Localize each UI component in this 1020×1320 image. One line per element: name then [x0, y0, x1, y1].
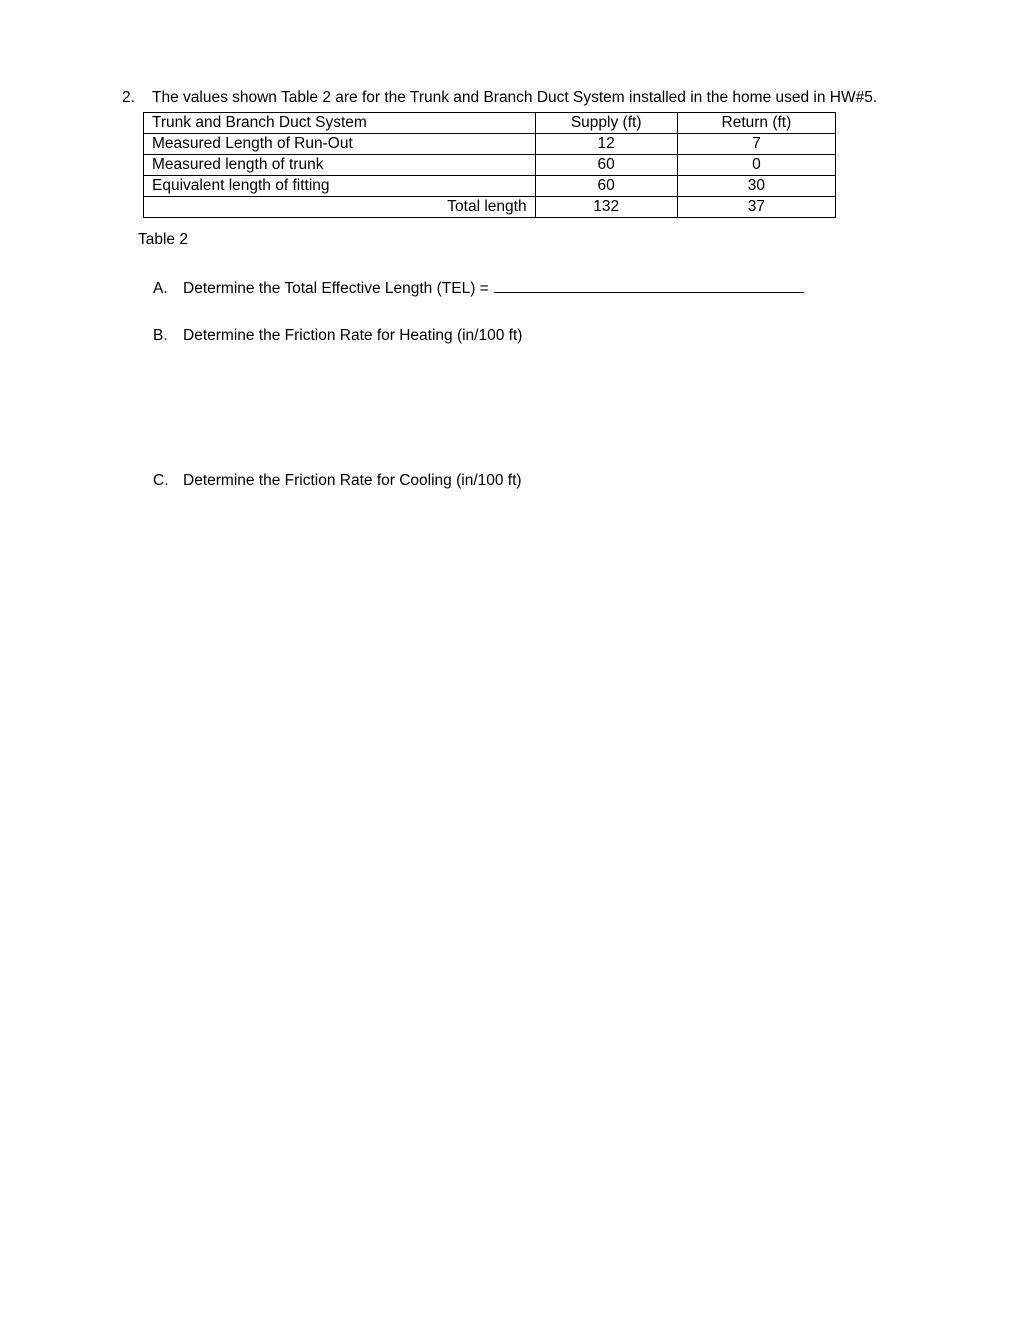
table-row [144, 155, 836, 176]
total-supply: 132 [535, 197, 677, 218]
header-supply: Supply (ft) [535, 113, 677, 134]
row-return: 30 [677, 176, 835, 197]
row-supply: 12 [535, 134, 677, 155]
table-row [144, 176, 836, 197]
total-label: Total length [144, 197, 536, 218]
row-label: Measured length of trunk [144, 155, 536, 176]
table-row [144, 134, 836, 155]
row-supply: 60 [535, 176, 677, 197]
row-label: Equivalent length of fitting [144, 176, 536, 197]
part-c-letter: C. [153, 472, 169, 489]
answer-blank[interactable] [494, 279, 804, 293]
table-header-row [144, 113, 836, 134]
part-a-letter: A. [153, 280, 168, 297]
table-caption: Table 2 [138, 231, 188, 248]
part-b-text: Determine the Friction Rate for Heating (in/100 ft) [183, 327, 523, 344]
part-a-text: Determine the Total Effective Length (TEL) = [183, 280, 489, 297]
question-text: The values shown Table 2 are for the Trunk and Branch Duct System installed in the home used in HW#5. [152, 89, 878, 106]
row-supply: 60 [535, 155, 677, 176]
question-2 [122, 89, 877, 107]
row-return: 0 [677, 155, 835, 176]
table-total-row [144, 197, 836, 218]
row-label: Measured Length of Run-Out [144, 134, 536, 155]
total-return: 37 [677, 197, 835, 218]
header-system: Trunk and Branch Duct System [144, 113, 536, 134]
part-b-letter: B. [153, 327, 168, 344]
part-b [153, 327, 522, 345]
duct-length-table [143, 112, 836, 218]
row-return: 7 [677, 134, 835, 155]
part-c [153, 472, 522, 490]
header-return: Return (ft) [677, 113, 835, 134]
part-c-text: Determine the Friction Rate for Cooling (in/100 ft) [183, 472, 522, 489]
part-a [153, 279, 804, 298]
question-number: 2. [122, 89, 135, 106]
